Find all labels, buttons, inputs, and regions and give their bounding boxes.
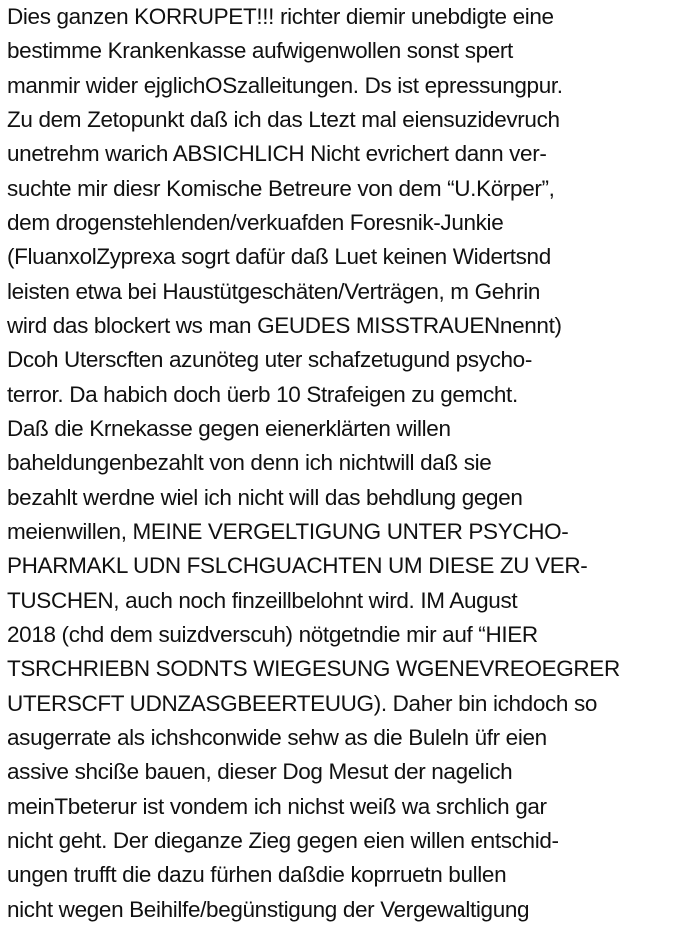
text-line: Dcoh Uterscften azunöteg uter schafzetugund psycho- — [7, 347, 532, 372]
text-line: bestimme Krankenkasse aufwigenwollen sonst spert — [7, 38, 513, 63]
text-line: TUSCHEN, auch noch finzeillbelohnt wird. IM August — [7, 588, 518, 613]
text-line: PHARMAKL UDN FSLCHGUACHTEN UM DIESE ZU VER- — [7, 553, 588, 578]
text-line: meinTbeterur ist vondem ich nichst weiß wa srchlich gar — [7, 794, 547, 819]
text-line: asugerrate als ichshconwide sehw as die Buleln üfr eien — [7, 725, 547, 750]
text-line: Zu dem Zetopunkt daß ich das Ltezt mal eiensuzidevruch — [7, 107, 560, 132]
text-line: nicht geht. Der dieganze Zieg gegen eien willen entschid- — [7, 828, 559, 853]
text-line: 2018 (chd dem suizdverscuh) nötgetndie mir auf “HIER — [7, 622, 538, 647]
text-line: baheldungenbezahlt von denn ich nichtwill daß sie — [7, 450, 492, 475]
text-line: manmir wider ejglichOSzalleitungen. Ds ist epressungpur. — [7, 73, 563, 98]
text-line: nicht wegen Beihilfe/begünstigung der Vergewaltigung — [7, 897, 530, 922]
text-line: meienwillen, MEINE VERGELTIGUNG UNTER PSYCHO- — [7, 519, 569, 544]
text-line: assive shciße bauen, dieser Dog Mesut der nagelich — [7, 759, 513, 784]
text-line: (FluanxolZyprexa sogrt dafür daß Luet keinen Widertsnd — [7, 244, 551, 269]
text-line: UTERSCFT UDNZASGBEERTEUUG). Daher bin ichdoch so — [7, 691, 598, 716]
text-line: wird das blockert ws man GEUDES MISSTRAUENnennt) — [7, 313, 562, 338]
text-line: dem drogenstehlenden/verkuafden Foresnik-Junkie — [7, 210, 504, 235]
text-line: unetrehm warich ABSICHLICH Nicht evrichert dann ver- — [7, 141, 547, 166]
text-line: ungen trufft die dazu fürhen daßdie koprruetn bullen — [7, 862, 507, 887]
text-line: bezahlt werdne wiel ich nicht will das behdlung gegen — [7, 485, 523, 510]
text-line: Dies ganzen KORRUPET!!! richter diemir unebdigte eine — [7, 4, 554, 29]
text-line: suchte mir diesr Komische Betreure von dem “U.Körper”, — [7, 176, 555, 201]
text-line: leisten etwa bei Haustütgeschäten/Verträgen, m Gehrin — [7, 279, 541, 304]
text-line: terror. Da habich doch üerb 10 Strafeigen zu gemcht. — [7, 382, 518, 407]
text-line: TSRCHRIEBN SODNTS WIEGESUNG WGENEVREOEGRER — [7, 656, 620, 681]
text-line: Daß die Krnekasse gegen eienerklärten willen — [7, 416, 451, 441]
